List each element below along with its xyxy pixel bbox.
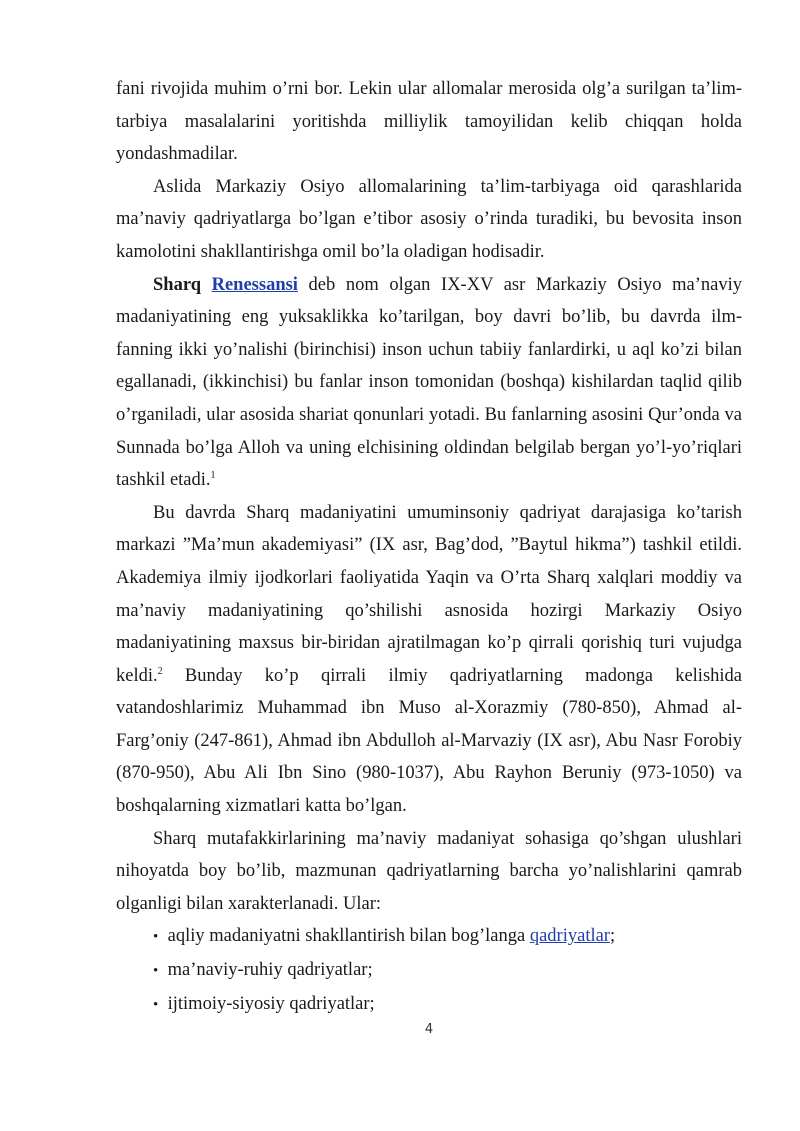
paragraph-mamun-text-a: Bu davrda Sharq madaniyatini umuminsoniy qadriyat darajasiga ko’tarish markazi ”Ma’mun akademiyasi” (IX asr, Bag’dod, ”Baytul hikma”) tashkil etildi. Akademiya ilmiy ijodkorlari faoliyatida Yaqin va O’rta Sharq xalqlari moddiy va ma’naviy madaniyatining qo’shilishi asnosida hozirgi Markaziy Osiyo madaniyatining maxsus bir-biridan ajratilmagan ko’p qirrali qorishiq turi vujudga keldi. bbox=[116, 502, 742, 686]
bullet-item-ijtimoiy bbox=[116, 988, 742, 1022]
bullet-icon: • bbox=[153, 996, 159, 1013]
paragraph-renessans bbox=[116, 269, 742, 497]
paragraph-continuation: fani rivojida muhim o’rni bor. Lekin ular allomalar merosida olg’a surilgan ta’lim-tarbiya masalalarini yoritishda milliylik tamoyilidan kelib chiqqan holda yondashmadilar. bbox=[116, 79, 742, 165]
body-text bbox=[116, 73, 742, 1021]
bullet-item-text: aqliy madaniyatni shakllantirish bilan bog’langa bbox=[167, 926, 530, 947]
page-number: 4 bbox=[424, 1022, 434, 1037]
paragraph-mamun-akademiyasi bbox=[116, 497, 742, 823]
footnote-ref-2[interactable]: 2 bbox=[157, 665, 163, 677]
paragraph-renessans-text: deb nom olgan IX-XV asr Markaziy Osiyo ma’naviy madaniyatining eng yuksaklikka ko’tarilgan, boy davri bo’lib, bu davrda ilm-fanning ikki yo’nalishi (birinchisi) inson uchun tabiiy fanlardirki, u aql ko’zi bilan egallanadi, (ikkinchisi) bu fanlar inson tomonidan (boshqa) kishilardan taqlid qilib o’rganiladi, ular asosida shariat qonunlari yotadi. Bu fanlarning asosini Qur’onda va Sunnada bo’lga Alloh va uning elchisining oldindan belgilab bergan yo’l-yo’riqlari tashkil etadi. bbox=[116, 274, 742, 491]
bullet-item-text: ijtimoiy-siyosiy qadriyatlar; bbox=[167, 993, 375, 1014]
bullet-item-tail: ; bbox=[609, 926, 616, 947]
bullet-item-text: ma’naviy-ruhiy qadriyatlar; bbox=[167, 960, 373, 981]
paragraph-mamun-text-b: Bunday ko’p qirrali ilmiy qadriyatlarning madonga kelishida vatandoshlarimiz Muhammad ibn Muso al-Xorazmiy (780-850), Ahmad al-Farg’oniy (247-861), Ahmad ibn Abdulloh al-Marvaziy (IX asr), Abu Nasr Forobiy (870-950), Abu Ali Ibn Sino (980-1037), Abu Rayhon Beruniy (973-1050) va boshqalarning xizmatlari katta bo’lgan. bbox=[116, 665, 742, 817]
sharq-bold-word: Sharq bbox=[153, 274, 201, 295]
qadriyatlar-link[interactable]: qadriyatlar bbox=[529, 926, 610, 947]
bullet-item-manaviy bbox=[116, 954, 742, 988]
bullet-icon: • bbox=[153, 963, 159, 980]
bullet-icon: • bbox=[153, 929, 159, 946]
bullet-item-aqliy bbox=[116, 920, 742, 954]
paragraph-allomalar: Aslida Markaziy Osiyo allomalarining ta’lim-tarbiyaga oid qarashlarida ma’naviy qadriyatlarga bo’lgan e’tibor asosiy o’rinda turadiki, bu bevosita inson kamolotini shakllantirishga omil bo’la oladigan hodisadir. bbox=[116, 176, 742, 262]
values-bullet-list bbox=[116, 920, 742, 1021]
renessansi-link[interactable]: Renessansi bbox=[211, 274, 298, 295]
footnote-ref-1[interactable]: 1 bbox=[210, 469, 216, 481]
paragraph-mutafakkirlar: Sharq mutafakkirlarining ma’naviy madaniyat sohasiga qo’shgan ulushlari nihoyatda boy bo’lib, mazmunan qadriyatlarning barcha yo’nalishlarini qamrab olganligi bilan xarakterlanadi. Ular: bbox=[116, 828, 742, 914]
